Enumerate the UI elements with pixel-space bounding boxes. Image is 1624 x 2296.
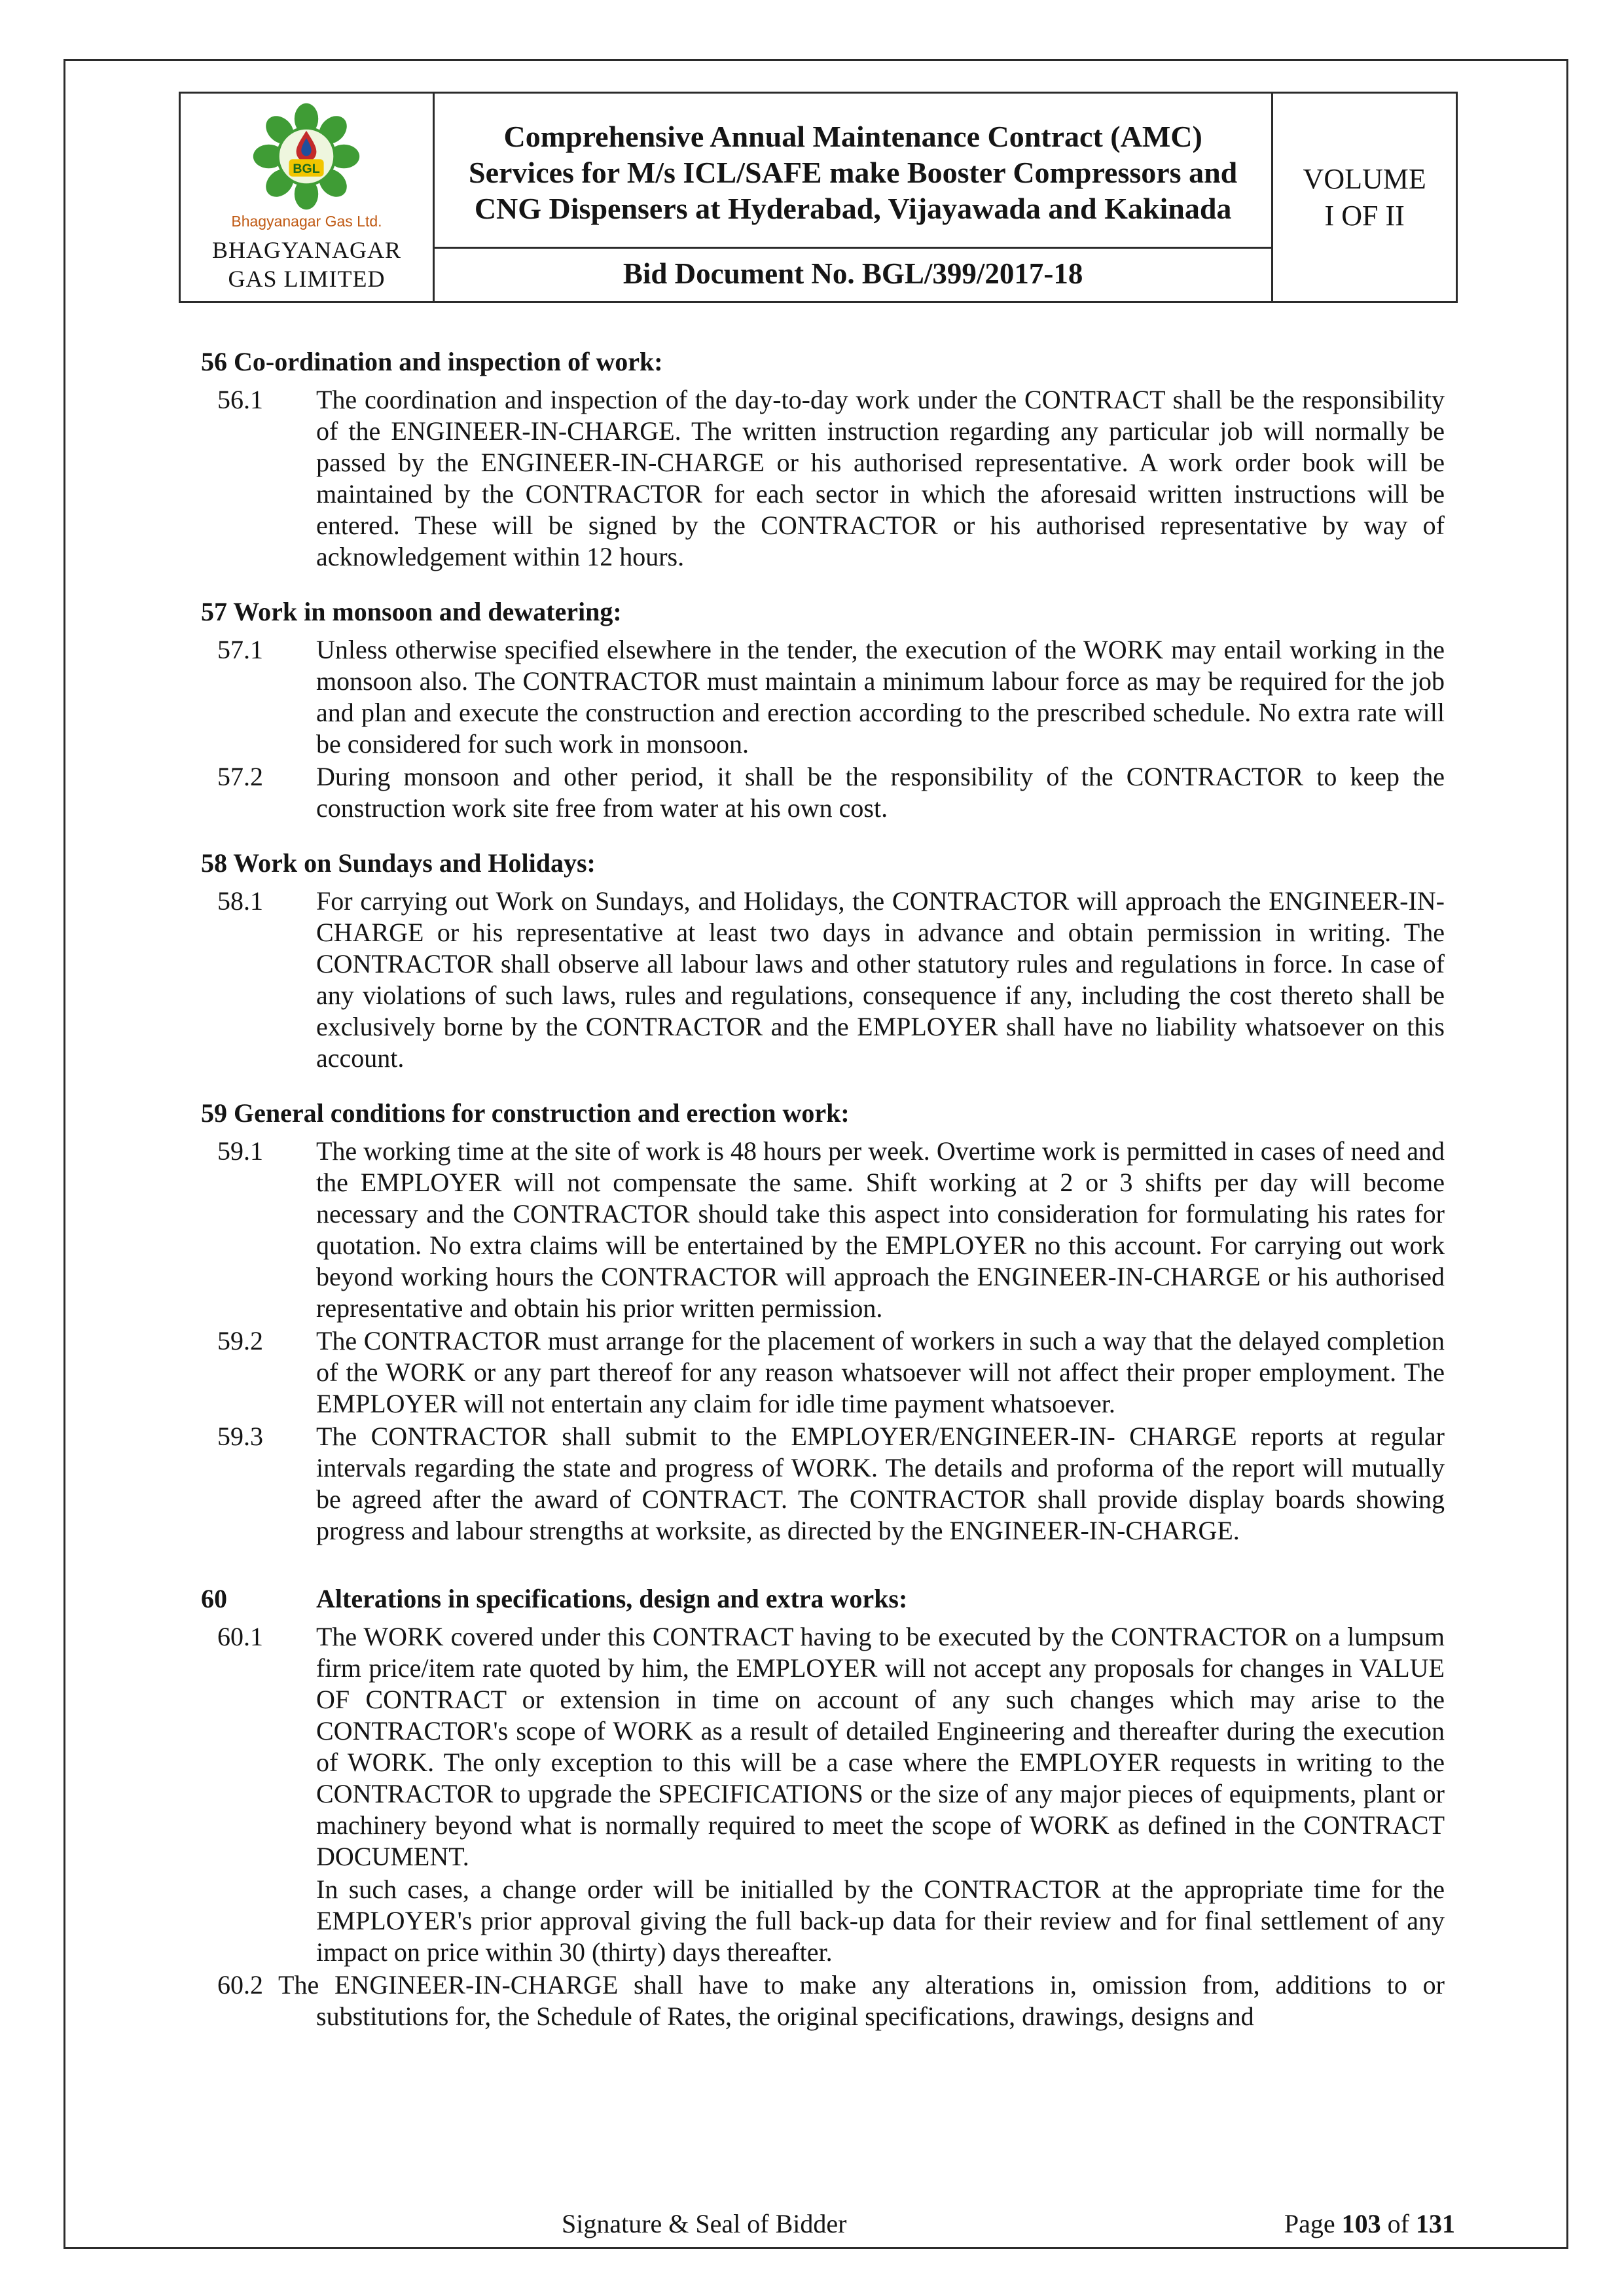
section-57 xyxy=(201,596,1445,824)
section-heading xyxy=(201,346,1445,378)
clause-number: 58.1 xyxy=(217,886,263,916)
section-title: Work on Sundays and Holidays: xyxy=(233,848,596,878)
clause-paragraph: For carrying out Work on Sundays, and Holidays, the CONTRACTOR will approach the ENGINEER-IN-CHARGE or his representative at least two days in advance and obtain permission in writing. The CONTRACTOR shall observe all labour laws and other statutory rules and regulations in force. In case of any violations of such laws, rules and regulations, consequence if any, including the cost thereto shall be exclusively borne by the CONTRACTOR and the EMPLOYER shall have no liability whatsoever on this account. xyxy=(316,886,1445,1073)
clause-paragraph: The coordination and inspection of the day-to-day work under the CONTRACT shall be the responsibility of the ENGINEER-IN-CHARGE. The written instruction regarding any particular job will normally be passed by the ENGINEER-IN-CHARGE or his authorised representative. A work order book will be maintained by the CONTRACTOR for each sector in which the aforesaid written instructions will be entered. These will be signed by the CONTRACTOR or his authorised representative by way of acknowledgement within 12 hours. xyxy=(316,385,1445,571)
page-number: 103 xyxy=(1341,2209,1381,2238)
title-cell xyxy=(435,94,1273,301)
section-number: 58 xyxy=(201,848,227,878)
clause-item xyxy=(217,761,1445,824)
clause-paragraph: During monsoon and other period, it shall be the responsibility of the CONTRACTOR to keep the construction work site free from water at his own cost. xyxy=(316,762,1445,823)
section-heading xyxy=(201,1098,1445,1129)
clause-number: 59.1 xyxy=(217,1136,263,1166)
clause-number: 60.1 xyxy=(217,1622,263,1651)
logo-cell xyxy=(181,94,435,301)
section-title: Work in monsoon and dewatering: xyxy=(233,597,622,626)
clause-item xyxy=(217,634,1445,760)
of-word: of xyxy=(1387,2209,1409,2238)
section-60 xyxy=(201,1583,1445,2032)
clause-paragraph: The working time at the site of work is 48 hours per week. Overtime work is permitted in cases of need and the EMPLOYER will not compensate the same. Shift working at 2 or 3 shifts per day will become necessary and the CONTRACTOR should take this aspect into consideration for formulating his rates for quotation. No extra claims will be entertained by the EMPLOYER no this account. For carrying out work beyond working hours the CONTRACTOR will approach the ENGINEER-IN-CHARGE or his authorised representative and obtain his prior written permission. xyxy=(316,1136,1445,1323)
clause-number: 59.2 xyxy=(217,1326,263,1355)
page-border xyxy=(63,59,1568,2249)
clause-paragraph: The CONTRACTOR must arrange for the placement of workers in such a way that the delayed completion of the WORK or any part thereof for any reason whatsoever will not affect their proper employment. The EMPLOYER will not entertain any claim for idle time payment whatsoever. xyxy=(316,1326,1445,1418)
section-title: General conditions for construction and erection work: xyxy=(234,1098,850,1128)
page-total: 131 xyxy=(1416,2209,1455,2238)
clause-body xyxy=(316,886,1445,1074)
clause-body xyxy=(316,1421,1445,1547)
clause-paragraph: In such cases, a change order will be initialled by the CONTRACTOR at the appropriate time for the EMPLOYER's prior approval giving the full back-up data for their review and for final settlement of any impact on price within 30 (thirty) days thereafter. xyxy=(316,1874,1445,1967)
clause-text: The ENGINEER-IN-CHARGE shall have to make any alterations in, omission from, additions to or substitutions for, the Schedule of Rates, the original specifications, drawings, designs and xyxy=(278,1970,1445,2031)
page-word: Page xyxy=(1284,2209,1335,2238)
company-name xyxy=(212,236,401,293)
section-title: Alterations in specifications, design and extra works: xyxy=(316,1584,908,1613)
document-body xyxy=(201,346,1445,2032)
clause-item xyxy=(217,1136,1445,1324)
clause-number: 60.2 xyxy=(217,1970,263,2000)
company-name-line1: BHAGYANAGAR xyxy=(211,237,401,263)
page-indicator xyxy=(1284,2208,1455,2239)
document-header xyxy=(179,92,1458,303)
clause-body xyxy=(316,1136,1445,1324)
document-title: Comprehensive Annual Maintenance Contract (AMC) Services for M/s ICL/SAFE make Booster Compressors and CNG Dispensers at Hyderabad, Vijayawada and Kakinada xyxy=(469,119,1238,225)
clause-body xyxy=(316,761,1445,824)
clause-item xyxy=(217,1621,1445,1968)
section-heading xyxy=(201,596,1445,628)
clause-body xyxy=(316,1621,1445,1968)
section-number: 60 xyxy=(201,1584,227,1613)
section-title: Co-ordination and inspection of work: xyxy=(234,347,663,376)
logo-monogram: BGL xyxy=(293,162,321,177)
bgl-logo-icon xyxy=(251,101,361,211)
clause-number: 57.2 xyxy=(217,762,263,791)
clause-body xyxy=(316,384,1445,573)
logo-tagline: Bhagyanagar Gas Ltd. xyxy=(231,213,382,230)
company-name-line2: GAS LIMITED xyxy=(228,266,386,292)
clause-item-inline xyxy=(217,1969,1445,2032)
section-59 xyxy=(201,1098,1445,1547)
volume-line2: I OF II xyxy=(1324,199,1405,232)
clause-item xyxy=(217,384,1445,573)
clause-number: 56.1 xyxy=(217,385,263,414)
signature-seal-label: Signature & Seal of Bidder xyxy=(562,2209,847,2238)
section-heading xyxy=(201,1583,1445,1615)
clause-paragraph: The WORK covered under this CONTRACT having to be executed by the CONTRACTOR on a lumpsum firm price/item rate quoted by him, the EMPLOYER will not accept any proposals for changes in VALUE OF CONTRACT or extension in time on account of any such changes which may arise to the CONTRACTOR's scope of WORK as a result of detailed Engineering and thereafter during the execution of WORK. The only exception to this will be a case where the EMPLOYER requests in writing to the CONTRACTOR to upgrade the SPECIFICATIONS or the size of any major pieces of equipments, plant or machinery beyond what is normally required to meet the scope of WORK as defined in the CONTRACT DOCUMENT. xyxy=(316,1622,1445,1871)
clause-number: 57.1 xyxy=(217,635,263,664)
clause-paragraph: The CONTRACTOR shall submit to the EMPLOYER/ENGINEER-IN- CHARGE reports at regular intervals regarding the state and progress of WORK. The details and proforma of the report will mutually be agreed after the award of CONTRACT. The CONTRACTOR shall provide display boards showing progress and labour strengths at worksite, as directed by the ENGINEER-IN-CHARGE. xyxy=(316,1422,1445,1545)
clause-body xyxy=(316,634,1445,760)
clause-number: 59.3 xyxy=(217,1422,263,1451)
section-number: 56 xyxy=(201,347,227,376)
clause-item xyxy=(217,1421,1445,1547)
bid-document-number: Bid Document No. BGL/399/2017-18 xyxy=(435,247,1271,301)
clause-body xyxy=(316,1325,1445,1420)
volume-line1: VOLUME xyxy=(1303,162,1426,195)
volume-label xyxy=(1273,94,1456,301)
clause-paragraph: Unless otherwise specified elsewhere in the tender, the execution of the WORK may entail working in the monsoon also. The CONTRACTOR must maintain a minimum labour force as may be required for the job and plan and execute the construction and erection according to the prescribed schedule. No extra rate will be considered for such work in monsoon. xyxy=(316,635,1445,759)
section-56 xyxy=(201,346,1445,573)
section-heading xyxy=(201,848,1445,879)
clause-item xyxy=(217,1325,1445,1420)
clause-item xyxy=(217,886,1445,1074)
section-number: 57 xyxy=(201,597,227,626)
section-58 xyxy=(201,848,1445,1074)
section-number: 59 xyxy=(201,1098,227,1128)
